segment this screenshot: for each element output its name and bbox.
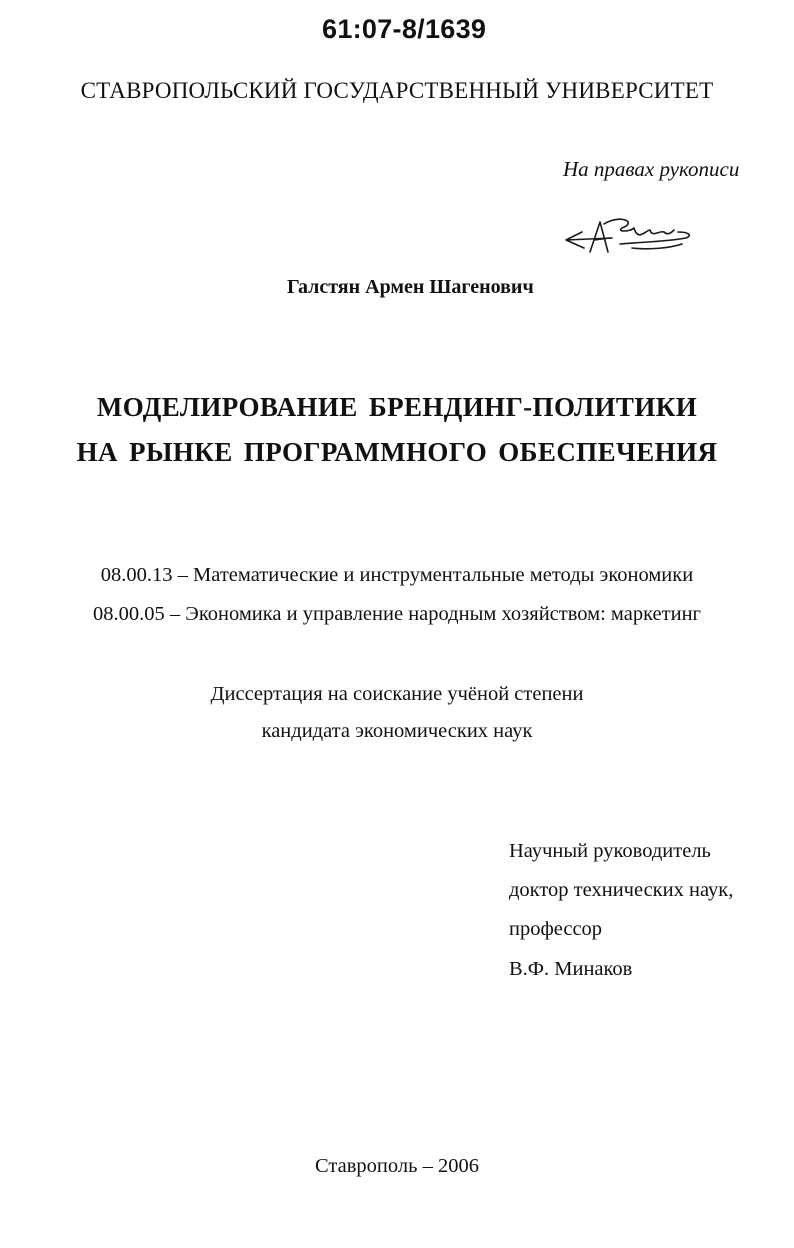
supervisor-role: Научный руководитель — [509, 840, 711, 862]
author-name: Галстян Армен Шагенович — [287, 276, 534, 298]
supervisor-title: профессор — [509, 918, 603, 940]
specialty-line: 08.00.13 – Математические и инструментальные методы экономики — [100, 564, 694, 586]
degree-line-2: кандидата экономических наук — [261, 720, 533, 742]
university-name: СТАВРОПОЛЬСКИЙ ГОСУДАРСТВЕННЫЙ УНИВЕРСИТЕТ — [80, 78, 714, 103]
handwritten-signature — [560, 208, 700, 268]
dissertation-title-line-1: МОДЕЛИРОВАНИЕ БРЕНДИНГ-ПОЛИТИКИ — [96, 392, 698, 422]
place-year: Ставрополь – 2006 — [315, 1155, 479, 1177]
degree-line-1: Диссертация на соискание учёной степени — [210, 683, 584, 705]
specialty-line: 08.00.05 – Экономика и управление народным хозяйством: маркетинг — [93, 603, 701, 625]
dissertation-title-line-2: НА РЫНКЕ ПРОГРАММНОГО ОБЕСПЕЧЕНИЯ — [76, 437, 718, 467]
supervisor-name: В.Ф. Минаков — [509, 958, 633, 980]
supervisor-degree: доктор технических наук, — [509, 879, 734, 901]
rights-note: На правах рукописи — [563, 157, 740, 181]
catalog-number: 61:07-8/1639 — [322, 14, 487, 44]
